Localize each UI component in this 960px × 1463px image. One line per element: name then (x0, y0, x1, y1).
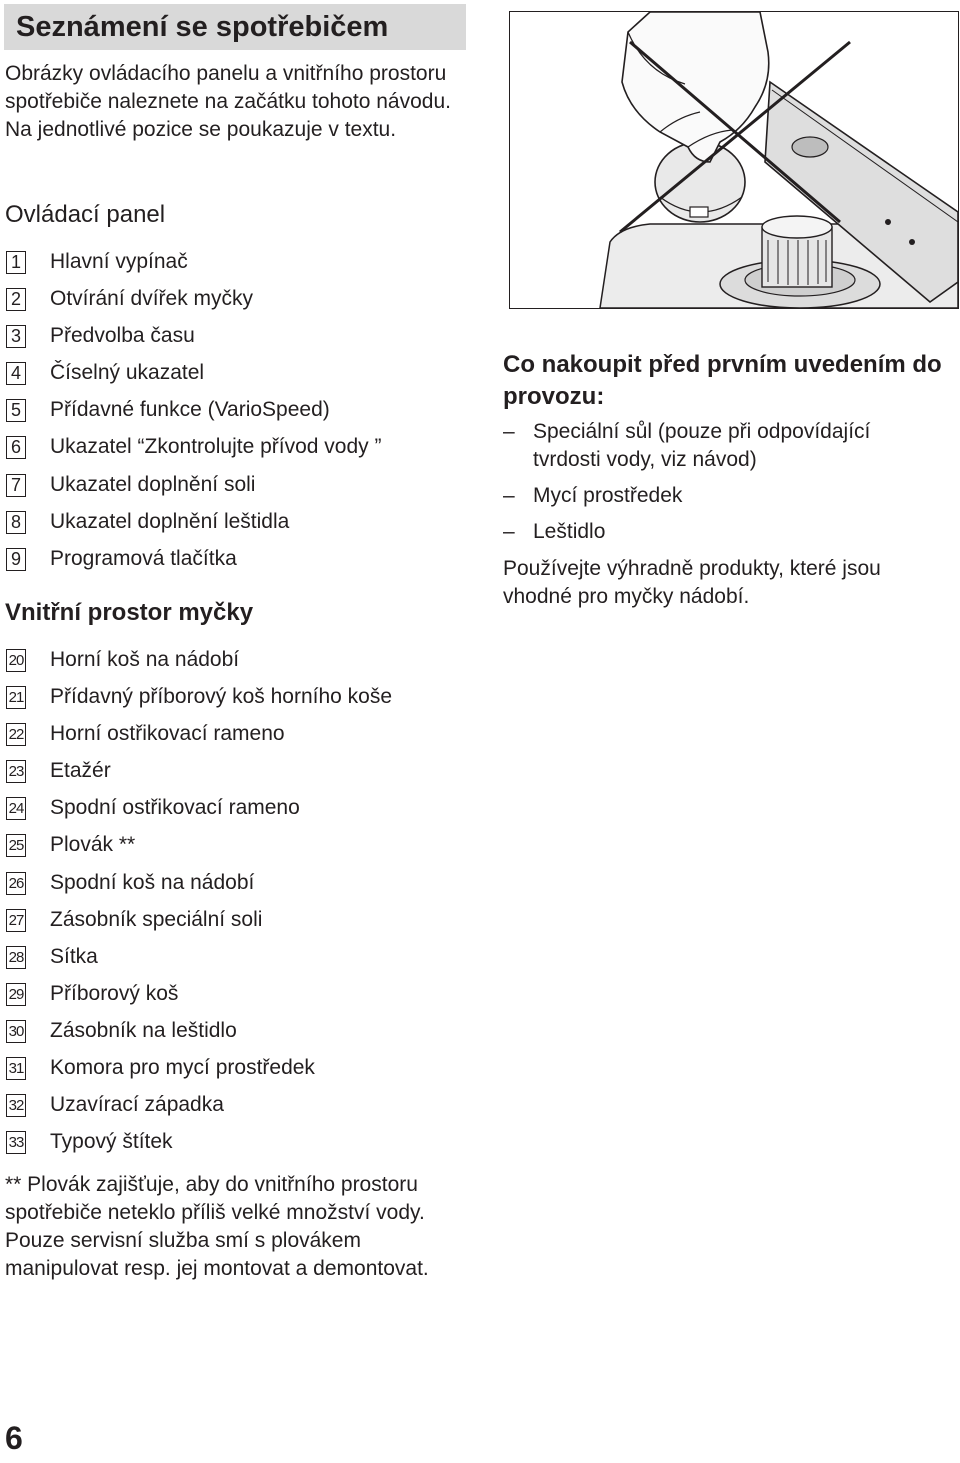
purchase-list (503, 418, 943, 554)
item-label: Leštidlo (533, 520, 606, 543)
item-number: 22 (6, 723, 26, 746)
dash-marker: – (503, 484, 515, 507)
item-label: Přídavné funkce (VarioSpeed) (50, 398, 330, 422)
item-label: Horní koš na nádobí (50, 648, 240, 671)
intro-paragraph: Obrázky ovládacího panelu a vnitřního prostoru spotřebiče naleznete na začátku tohoto návodu. Na jednotlivé pozice se poukazuje v textu. (5, 62, 451, 141)
crossed-out-float-illustration-icon (509, 11, 959, 309)
item-number: 3 (6, 325, 26, 348)
item-number: 8 (6, 511, 26, 534)
page-title: Seznámení se spotřebičem (16, 11, 389, 43)
item-label: Otvírání dvířek myčky (50, 287, 254, 311)
item-label: Přídavný příborový koš horního koše (50, 685, 393, 709)
item-label: Uzavírací západka (50, 1093, 224, 1117)
item-number: 21 (6, 686, 26, 709)
item-number: 26 (6, 872, 26, 895)
item-number: 33 (6, 1131, 26, 1154)
dash-marker: – (503, 520, 515, 543)
interior-heading: Vnitřní prostor myčky (5, 599, 254, 626)
list-item (503, 418, 943, 474)
item-label: Příborový koš (50, 981, 179, 1005)
item-label: Etažér (50, 759, 111, 783)
list-item (503, 518, 943, 546)
item-label: Programová tlačítka (50, 546, 237, 570)
item-number: 30 (6, 1020, 26, 1043)
item-number: 24 (6, 797, 26, 820)
item-label: Spodní koš na nádobí (50, 870, 255, 894)
item-label: Hlavní vypínač (50, 250, 188, 273)
item-number: 31 (6, 1057, 26, 1080)
item-label: Ukazatel “Zkontrolujte přívod vody ” (50, 435, 382, 459)
control-panel-heading: Ovládací panel (5, 201, 166, 228)
item-label: Ukazatel doplnění leštidla (50, 509, 290, 533)
item-number: 29 (6, 983, 26, 1006)
purchase-heading: Co nakoupit před prvním uvedením do provozu: (503, 351, 942, 410)
item-number: 32 (6, 1094, 26, 1117)
dash-marker: – (503, 420, 515, 443)
item-number: 9 (6, 548, 26, 571)
item-label: Zásobník na leštidlo (50, 1018, 237, 1042)
item-number: 5 (6, 399, 26, 422)
item-label: Číselný ukazatel (50, 361, 205, 385)
item-number: 2 (6, 288, 26, 311)
section-title-bar (4, 4, 466, 50)
footnote: ** Plovák zajišťuje, aby do vnitřního prostoru spotřebiče neteklo příliš velké množství vody. Pouze servisní služba smí s plovákem manipulovat resp. jej montovat a demontovat. (5, 1173, 429, 1280)
item-label: Plovák ** (50, 833, 136, 857)
item-number: 23 (6, 760, 26, 783)
item-number: 28 (6, 946, 26, 969)
item-label: Ukazatel doplnění soli (50, 472, 256, 496)
item-number: 6 (6, 436, 26, 459)
item-label: Mycí prostředek (533, 484, 683, 507)
page-number: 6 (5, 1420, 23, 1456)
item-label: Sítka (50, 944, 98, 968)
item-label: Typový štítek (50, 1130, 173, 1154)
item-label: Horní ostřikovací rameno (50, 722, 285, 746)
item-number: 20 (6, 649, 26, 672)
list-item (503, 482, 943, 510)
item-label: Spodní ostřikovací rameno (50, 796, 300, 820)
item-label: Komora pro mycí prostředek (50, 1056, 315, 1080)
item-number: 1 (6, 251, 26, 274)
item-number: 7 (6, 474, 26, 497)
item-label: Předvolba času (50, 324, 195, 348)
item-number: 27 (6, 909, 26, 932)
purchase-note: Používejte výhradně produkty, které jsou vhodné pro myčky nádobí. (503, 557, 881, 608)
item-label: Speciální sůl (pouze při odpovídající tvrdosti vody, viz návod) (533, 420, 871, 471)
item-number: 4 (6, 362, 26, 385)
item-number: 25 (6, 834, 26, 857)
item-label: Zásobník speciální soli (50, 907, 263, 931)
